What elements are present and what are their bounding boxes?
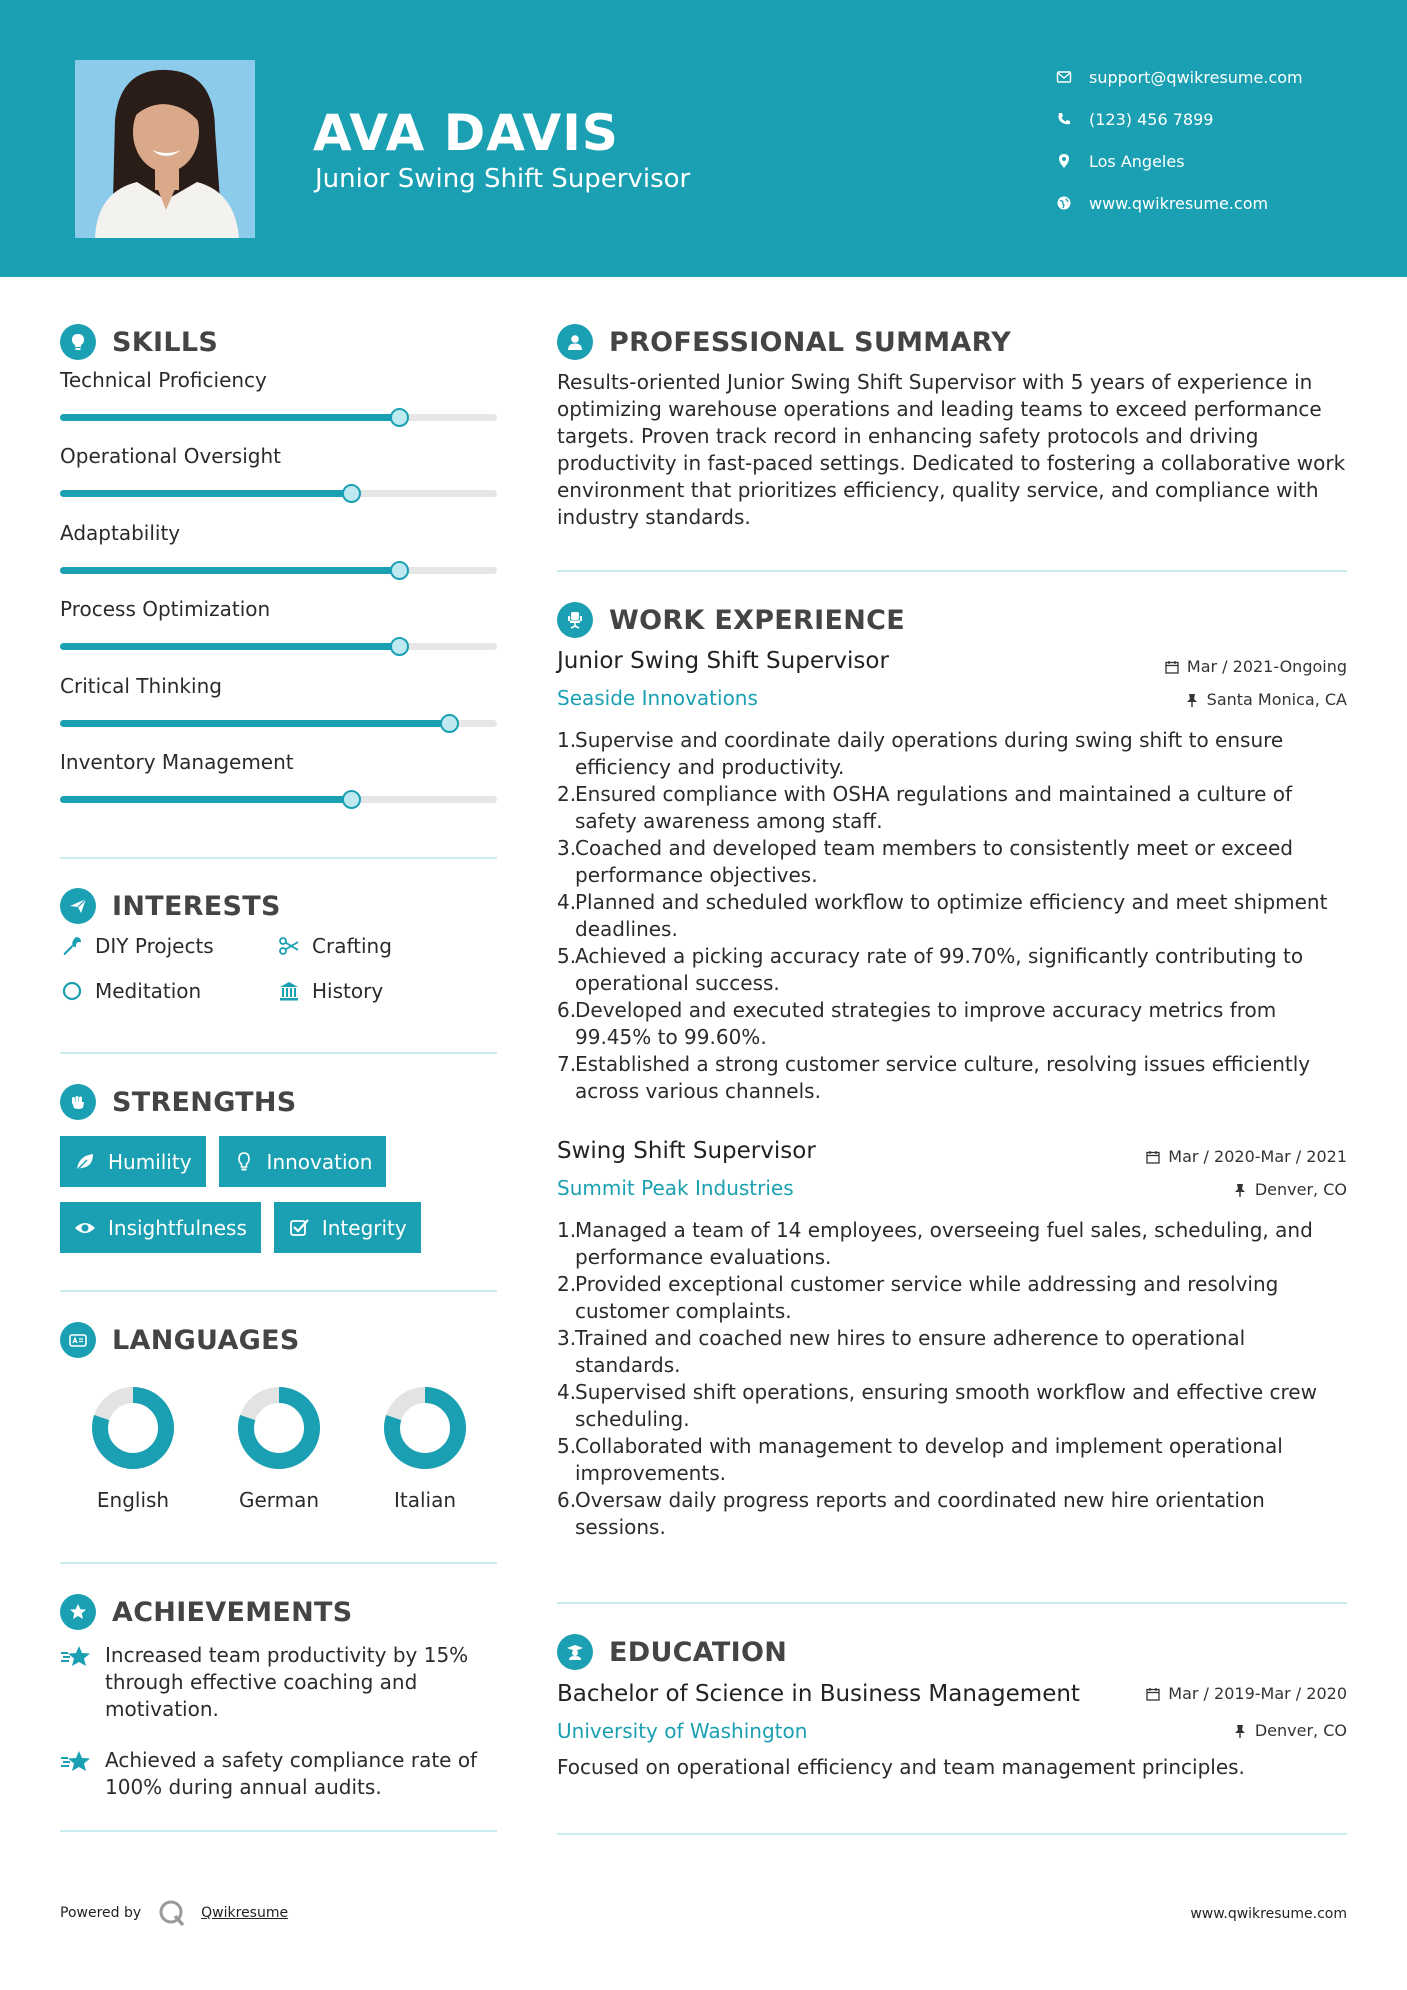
interests-heading-text: INTERESTS [112, 890, 281, 922]
job-bullet-text: Oversaw daily progress reports and coordinated new hire orientation sessions. [575, 1488, 1265, 1539]
interests-list [60, 933, 460, 1004]
qwikresume-logo-icon [157, 1898, 187, 1928]
skill-track [60, 643, 497, 650]
fist-icon [60, 1084, 96, 1120]
achievements-list [60, 1642, 500, 1825]
skill-item [60, 444, 497, 520]
job-bullet: 5. Achieved a picking accuracy rate of 99.70%, significantly contributing to operational success. [557, 943, 1347, 997]
skill-item [60, 521, 497, 597]
skill-label: Technical Proficiency [60, 368, 267, 392]
contact-website[interactable] [1055, 182, 1395, 224]
language-donut [235, 1384, 323, 1472]
wrench-icon [60, 934, 84, 958]
job-bullet-text: Achieved a picking accuracy rate of 99.70%, significantly contributing to operational success. [575, 944, 1304, 995]
skill-item [60, 368, 497, 444]
languages-heading [60, 1322, 300, 1358]
language-label: German [238, 1488, 320, 1512]
job-location [1233, 1180, 1347, 1199]
strengths-heading [60, 1084, 297, 1120]
skill-track [60, 796, 497, 803]
skill-track [60, 720, 497, 727]
skill-fill [60, 720, 449, 727]
footer-site-link[interactable]: www.qwikresume.com [1190, 1906, 1347, 1922]
language-label: Italian [393, 1488, 457, 1512]
strength-tag [60, 1136, 206, 1187]
pushpin-icon [1185, 693, 1199, 707]
section-divider [60, 1052, 497, 1054]
job-bullet: 3. Trained and coached new hires to ensure adherence to operational standards. [557, 1325, 1347, 1379]
contact-location [1055, 140, 1395, 182]
interest-label: Crafting [312, 934, 392, 958]
skill-fill [60, 414, 399, 421]
job-bullet-text: Established a strong customer service culture, resolving issues efficiently across various channels. [575, 1052, 1311, 1103]
contact-email[interactable] [1055, 56, 1395, 98]
job-bullet: 5. Collaborated with management to develop and implement operational improvements. [557, 1433, 1347, 1487]
achievements-heading [60, 1594, 353, 1630]
contact-location-text: Los Angeles [1089, 151, 1185, 171]
skill-fill [60, 643, 399, 650]
job-location-text: Santa Monica, CA [1206, 690, 1347, 709]
job-bullet: 4. Planned and scheduled workflow to optimize efficiency and meet shipment deadlines. [557, 889, 1347, 943]
building-icon [277, 979, 301, 1003]
language-item [206, 1384, 352, 1512]
job-company: Seaside Innovations [557, 686, 758, 710]
interest-item [60, 978, 277, 1004]
globe-icon [1055, 194, 1073, 212]
skill-fill [60, 490, 351, 497]
resume-header [0, 0, 1407, 277]
job-bullet-text: Collaborated with management to develop and implement operational improvements. [575, 1434, 1283, 1485]
job-bullet-text: Supervised shift operations, ensuring smooth workflow and effective crew scheduling. [575, 1380, 1317, 1431]
education-school: University of Washington [557, 1719, 808, 1743]
education-dates-text: Mar / 2019-Mar / 2020 [1168, 1684, 1347, 1703]
job-location-text: Denver, CO [1254, 1180, 1347, 1199]
strengths-list [60, 1136, 500, 1268]
job-bullet-text: Ensured compliance with OSHA regulations and maintained a culture of safety awareness among staff. [575, 782, 1293, 833]
interest-label: DIY Projects [95, 934, 214, 958]
pushpin-icon [1233, 1724, 1247, 1738]
skills-heading-text: SKILLS [112, 326, 219, 358]
summary-heading-text: PROFESSIONAL SUMMARY [609, 326, 1012, 358]
achievement-item [60, 1642, 500, 1723]
interest-item [277, 933, 460, 959]
job-bullet: 4. Supervised shift operations, ensuring smooth workflow and effective crew scheduling. [557, 1379, 1347, 1433]
skill-knob [342, 790, 361, 809]
achievement-text: Achieved a safety compliance rate of 100% during annual audits. [105, 1748, 478, 1799]
section-divider [60, 1562, 497, 1564]
job-bullet-text: Provided exceptional customer service while addressing and resolving customer complaints. [575, 1272, 1279, 1323]
skill-item [60, 750, 497, 826]
footer-branding [60, 1898, 288, 1928]
graduate-icon [557, 1634, 593, 1670]
contact-website-text: www.qwikresume.com [1089, 193, 1269, 213]
skill-knob [390, 408, 409, 427]
location-pin-icon [1055, 152, 1073, 170]
star-icon [60, 1747, 94, 1773]
achievement-item [60, 1747, 500, 1801]
skill-label: Inventory Management [60, 749, 294, 774]
job-dates-text: Mar / 2020-Mar / 2021 [1168, 1147, 1347, 1166]
skill-track [60, 490, 497, 497]
strength-label: Integrity [321, 1215, 407, 1240]
education-dates [1146, 1684, 1347, 1703]
section-divider [60, 1290, 497, 1292]
interest-item [277, 978, 460, 1004]
phone-icon [1055, 110, 1073, 128]
job-bullet-text: Coached and developed team members to consistently meet or exceed performance objectives. [575, 836, 1293, 887]
education-location [1233, 1721, 1347, 1740]
interest-label: Meditation [95, 979, 202, 1003]
job-company: Summit Peak Industries [557, 1176, 794, 1200]
strength-label: Insightfulness [108, 1215, 247, 1240]
lightbulb-icon [233, 1151, 255, 1173]
skills-heading [60, 324, 218, 360]
language-donut [89, 1384, 177, 1472]
section-divider [557, 1833, 1347, 1835]
candidate-title: Junior Swing Shift Supervisor [315, 164, 691, 194]
job-bullet: 6. Developed and executed strategies to improve accuracy metrics from 99.45% to 99.60%. [557, 997, 1347, 1051]
contact-phone[interactable] [1055, 98, 1395, 140]
office-chair-icon [557, 602, 593, 638]
achievement-text: Increased team productivity by 15% through effective coaching and motivation. [105, 1643, 469, 1721]
contact-list [1055, 56, 1395, 224]
job-bullets [557, 1217, 1347, 1541]
skill-label: Adaptability [60, 520, 181, 545]
interest-item [60, 933, 277, 959]
skill-knob [390, 561, 409, 580]
contact-phone-text: (123) 456 7899 [1089, 109, 1214, 129]
section-divider [557, 1602, 1347, 1604]
job-bullet-text: Trained and coached new hires to ensure adherence to operational standards. [575, 1326, 1246, 1377]
experience-heading [557, 602, 905, 638]
job-dates [1146, 1147, 1347, 1166]
language-donut [381, 1384, 469, 1472]
language-label: English [96, 1488, 170, 1512]
job-bullet: 3. Coached and developed team members to consistently meet or exceed performance objectives. [557, 835, 1347, 889]
scissors-icon [277, 934, 301, 958]
skill-knob [390, 637, 409, 656]
skills-list [60, 368, 497, 826]
powered-by-text: Powered by [60, 1905, 142, 1921]
user-icon [557, 324, 593, 360]
eye-icon [74, 1217, 96, 1239]
contact-email-text: support@qwikresume.com [1089, 67, 1303, 87]
languages-heading-text: LANGUAGES [112, 1324, 300, 1356]
person-portrait-image [75, 60, 255, 238]
education-location-text: Denver, CO [1254, 1721, 1347, 1740]
job-title: Swing Shift Supervisor [557, 1138, 816, 1164]
job-bullet: 6. Oversaw daily progress reports and coordinated new hire orientation sessions. [557, 1487, 1347, 1541]
strength-tag [60, 1202, 261, 1253]
calendar-icon [1146, 1687, 1160, 1701]
strength-tag [219, 1136, 387, 1187]
job-bullet-text: Planned and scheduled workflow to optimize efficiency and meet shipment deadlines. [575, 890, 1328, 941]
job-bullet-text: Supervise and coordinate daily operations during swing shift to ensure efficiency and productivity. [575, 728, 1284, 779]
section-divider [60, 857, 497, 859]
section-divider [60, 1830, 497, 1832]
job-dates-text: Mar / 2021-Ongoing [1186, 657, 1347, 676]
strengths-heading-text: STRENGTHS [112, 1086, 297, 1118]
star-icon [60, 1642, 94, 1668]
education-heading [557, 1634, 787, 1670]
education-description: Focused on operational efficiency and team management principles. [557, 1755, 1245, 1779]
skill-fill [60, 796, 351, 803]
education-degree: Bachelor of Science in Business Management [557, 1681, 1080, 1707]
summary-heading [557, 324, 1011, 360]
language-card-icon [60, 1322, 96, 1358]
section-divider [557, 570, 1347, 572]
job-bullet: 2. Ensured compliance with OSHA regulations and maintained a culture of safety awareness among staff. [557, 781, 1347, 835]
interest-label: History [312, 979, 384, 1003]
calendar-icon [1165, 660, 1179, 674]
brand-link[interactable]: Qwikresume [201, 1905, 289, 1921]
job-bullet: 7. Established a strong customer service culture, resolving issues efficiently across various channels. [557, 1051, 1347, 1105]
languages-list [60, 1384, 500, 1512]
job-bullet: 2. Provided exceptional customer service while addressing and resolving customer complaints. [557, 1271, 1347, 1325]
job-bullets [557, 727, 1347, 1105]
skill-knob [440, 714, 459, 733]
job-bullet-text: Developed and executed strategies to improve accuracy metrics from 99.45% to 99.60%. [575, 998, 1277, 1049]
profile-photo [75, 60, 255, 238]
lightbulb-icon [60, 324, 96, 360]
skill-label: Operational Oversight [60, 444, 281, 469]
circle-icon [60, 979, 84, 1003]
skill-label: Process Optimization [60, 597, 271, 622]
summary-text: Results-oriented Junior Swing Shift Supervisor with 5 years of experience in optimizing warehouse operations and leading teams to exceed performance targets. Proven track record in enhancing safety protocols and driving productivity in fast-paced settings. Dedicated to fostering a collaborative work environment that prioritizes efficiency, quality service, and compliance with industry standards. [557, 370, 1346, 529]
strength-tag [274, 1202, 421, 1253]
job-location [1185, 690, 1347, 709]
leaf-icon [74, 1151, 96, 1173]
check-square-icon [288, 1217, 310, 1239]
job-bullet: 1. Managed a team of 14 employees, overseeing fuel sales, scheduling, and performance evaluations. [557, 1217, 1347, 1271]
language-item [60, 1384, 206, 1512]
paper-plane-icon [60, 888, 96, 924]
job-bullet: 1. Supervise and coordinate daily operations during swing shift to ensure efficiency and productivity. [557, 727, 1347, 781]
experience-heading-text: WORK EXPERIENCE [609, 604, 905, 636]
strength-label: Humility [108, 1149, 192, 1174]
job-dates [1165, 657, 1347, 676]
strength-label: Innovation [266, 1149, 373, 1174]
pushpin-icon [1233, 1183, 1247, 1197]
skill-item [60, 674, 497, 750]
achievements-heading-text: ACHIEVEMENTS [112, 1596, 353, 1628]
skill-knob [342, 484, 361, 503]
email-icon [1055, 68, 1073, 86]
education-heading-text: EDUCATION [609, 1636, 788, 1668]
star-badge-icon [60, 1594, 96, 1630]
job-title: Junior Swing Shift Supervisor [557, 648, 889, 674]
language-item [352, 1384, 498, 1512]
interests-heading [60, 888, 281, 924]
skill-track [60, 567, 497, 574]
skill-label: Critical Thinking [60, 673, 222, 698]
calendar-icon [1146, 1150, 1160, 1164]
skill-track [60, 414, 497, 421]
job-bullet-text: Managed a team of 14 employees, overseeing fuel sales, scheduling, and performance evaluations. [575, 1218, 1313, 1269]
skill-fill [60, 567, 399, 574]
candidate-name: AVA DAVIS [313, 104, 619, 162]
skill-item [60, 597, 497, 673]
